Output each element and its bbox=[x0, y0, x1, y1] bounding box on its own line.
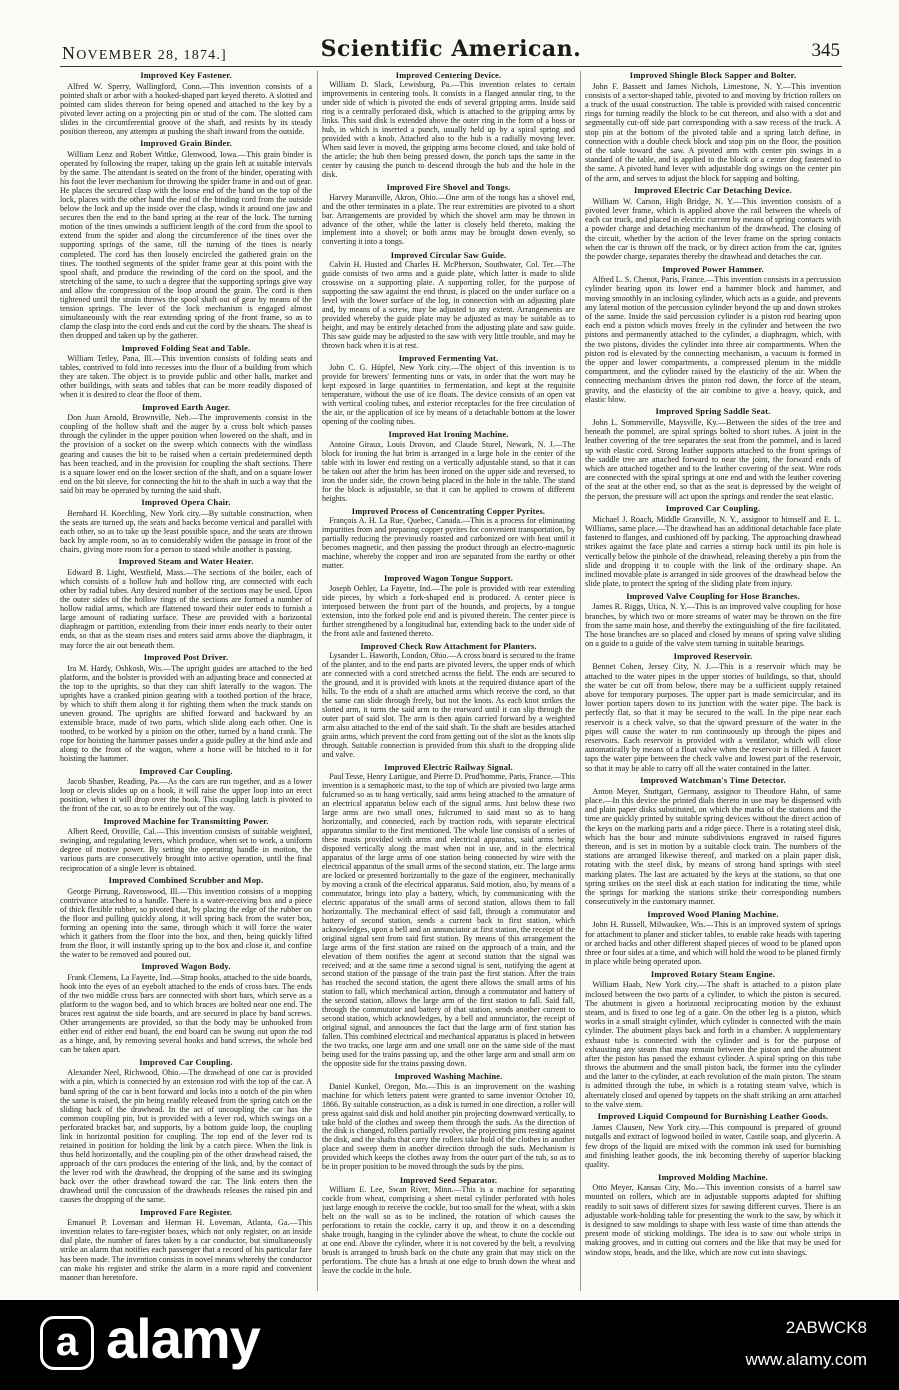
article-body: George Pirrung, Ravenswood, Ill.—This invention consists of a mopping contrivance attached to a handle. There is a water-receiving box and a piece of thick flexible rubber, so pivoted that, by placing the edge of the rubber on the floor and pulling quickly along, it will spring back from the water box, forming an opening into the same, through which it will force the water which it gathers from the floor into the box, and then, being quickly lifted from the floor, it will instantly spring up to the box and close it, and confine the water to be removed and poured out. bbox=[60, 886, 312, 959]
alamy-wordmark: alamy bbox=[106, 1307, 260, 1370]
article bbox=[585, 776, 841, 906]
article-body: William E. Lee, Swan River, Minn.—This is a machine for separating cockle from wheat, comprising a sheet metal cylinder perforated with holes just large enough to receive the cockle, but too small for the wheat, with a skin belt on the wall so as to be inclined, the rotation of which causes the perforations to retain the cockle, carry it up, and throw it on a descending shake trough, hanging in the cylinder above the wheat, to chute the cockle out at one end. Above the cylinder, where it is not covered by the belt, a revolving brush is arranged to brush back on the chute any grain that may stick on the perforations. The chute has a brush at one edge to brush down the wheat and leave the cockle in the hole. bbox=[322, 1185, 575, 1275]
article-body: Edward B. Light, Westfield, Mass.—The sections of the boiler, each of which consists of a hollow hub and hollow ring, are connected with each other by radial tubes. Any desired number of the sections may be used. Upon the outer sides of the hollow rings of the sections are formed a number of hollow radial arms, which are flattened toward their outer ends to furnish a large amount of radiating surface. These are provided with a horizontal diaphragm or partition, extending from their inner ends nearly to their outer ends, so that as the steam rises and enters said arms above the diaphragm, it may force the air out beneath them. bbox=[60, 568, 312, 650]
image-id: 2ABWCK8 bbox=[785, 1318, 867, 1337]
article-body: Alfred W. Sperry, Wallingford, Conn.—This invention consists of a pointed shaft or arbor with a hooked-shaped part keyed thereto. A slotted and pointed cam slides thereon for being opened and attached to the key by a pivoted lever acting on a projecting pin or stud of the cam. The slotted cam slides in the circumferential groove of the shaft, and resists by its steady position thereon, any attempts at pushing the shaft inward from the outside. bbox=[60, 81, 312, 136]
article-body: Anton Meyer, Stuttgart, Germany, assignor to Theodore Hahn, of same place.—In this device the printed dials thereto in use may be dispensed with and plain paper disks substituted, on which the marks of the stations and the time are quickly printed by suitable spring devices without the direct action of the keys on the marking parts and a ridge piece. There is a rotating steel disk, which has the hour and minute subdivisions engraved in raised figures thereon, and is set in motion by a suitable clock train. The numbers of the stations are arranged likewise thereof, and marked on a plain paper disk, rotating with the steel disk, by means of strong band springs with steel marking plates. The last are actuated by the keys at the stations, so that one spring strikes on the steel disk at each station for indicating the time, while the springs for marking the stations strike their corresponding numbers consecutively in the customary manner. bbox=[585, 786, 841, 907]
article bbox=[322, 1072, 575, 1172]
article-title: Improved Liquid Compound for Burnishing Leather Goods. bbox=[597, 1111, 829, 1122]
article-body: Jacob Shasber, Reading, Pa.—As the cars are run together, and as a lower loop or clevis slides up on a hook, it will raise the upper loop into an erect position, when it will drop over the hook. This coupling latch is pivoted to the front of the car, so as to be entirely out of the way. bbox=[60, 777, 312, 814]
article bbox=[585, 407, 841, 500]
article bbox=[60, 139, 312, 340]
article-title: Improved Reservoir. bbox=[673, 650, 753, 661]
article bbox=[322, 251, 575, 351]
article-title: Improved Car Coupling. bbox=[665, 503, 761, 514]
article-body: Emanuel P. Loveman and Herman H. Loveman, Atlanta, Ga.—This invention relates to fare-register boxes, which not only register, on an inside dial plate, the number of fares taken by a car conductor, but simultaneously strike an alarm that notifies each passenger that a record of his particular fare has been made. The invention consists in novel means whereby the conductor can make his register and strike the alarm in a more rapid and convenient manner than heretofore. bbox=[60, 1218, 312, 1282]
article bbox=[60, 1058, 312, 1204]
article-body: Antoine Giraux, Louis Drovon, and Claude Sturel, Newark, N. J.—The block for ironing the hat brim is arranged in a large hole in the center of the table with its lower end resting on a vertically adjustable stand, so that it can be taken out after the brim has been ironed on the upper side and reversed, to iron the under side, the crown being placed in the hole in the table. The stand for the block is adjustable, so that it can be applied to crowns of different heights. bbox=[322, 439, 575, 503]
article-body: Michael J. Roach, Middle Granville, N. Y., assignor to himself and E. L. Williams, same place.—The drawhead has an additional detachable face plate fastened to flanges, and cushioned off by packing. The approaching drawhead strikes against the face plate and carries a stirrup back until its pin hole is vertically below the pinhole of the drawhead, releasing thereby a pin from the slide and dropping it to couple with the link of the ordinary shape. An inclined movable plate is arranged in side grooves of the drawhead below the slide plate, to protect the spring of the sliding plate from injury. bbox=[585, 514, 841, 589]
article-title: Improved Seed Separator. bbox=[399, 1175, 498, 1185]
article-title: Improved Machine for Transmitting Power. bbox=[103, 815, 269, 826]
watermark-bar bbox=[0, 1300, 899, 1390]
article bbox=[322, 763, 575, 1069]
article bbox=[322, 183, 575, 247]
article-body: William Haab, New York city.—The shaft is attached to a piston plate inclosed between the two parts of a cylinder, to which the piston is secured. The abutment is given a horizontal reciprocating motion by the exhaust steam, and is fixed to one leg of a gate. On the other leg is a piston, which works in a small straight cylinder, which cylinder is connected with the main cylinder. The abutment plays back and forth in a chamber. A supplementary exhaust tube is connected with the cylinder and is for the purpose of exhausting any steam that may remain between the piston and the abutment after the piston has passed the exhaust cylinder. A spiral spring on this tube throws the abutment and the small piston back, the former into the cylinder and the latter to the cylinder, at each revolution of the main piston. The steam is admitted through the tube, in which is a rotating steam valve, which is alternately closed and opened by tappets on the shaft striking an arm attached to the valve stem. bbox=[585, 980, 841, 1109]
article-body: John H. Russell, Milwaukee, Wis.—This is an improved system of springs for attachment to planer and sticker tables, to enable rake heads with tapering or arched backs and other different shaped pieces of wood to be planed upon three or four sides at a time, and which will hold the wood to be planed firmly in place while being operated upon. bbox=[585, 920, 841, 967]
article bbox=[585, 1173, 841, 1257]
article-body: Don Juan Arnold, Brownville, Neb.—The improvements consist in the coupling of the hollow shaft and the auger by a cross bolt which passes through the cylinder in the upper position when lowered on the shaft, and in the provision of a socket on the sweep which connects with the windlass gearing and causes the bit to be raised when a certain predetermined depth has been reached, and in the provision for coupling the shaft sections. There is a square lower end on the lower section of the shaft, and on a square lower end on the bit sleeve, for connecting the bit to the shaft in such a way that the said bit may be operated by turning the said shaft. bbox=[60, 413, 312, 495]
article-title: Improved Valve Coupling for Hose Branches. bbox=[626, 590, 800, 601]
article-title: Improved Post Driver. bbox=[143, 651, 229, 662]
article bbox=[322, 642, 575, 760]
article bbox=[322, 354, 575, 427]
article-title: Improved Circular Saw Guide. bbox=[390, 250, 507, 260]
article-title: Improved Process of Concentrating Copper Pyrites. bbox=[351, 506, 546, 516]
column-3 bbox=[585, 71, 841, 1291]
article-body: Paul Tesse, Henry Lartigue, and Pierre D. Prud'homme, Paris, France.—This invention is a semaphoric mast, to the top of which are pivoted two large arms fulcrumed so as to hang vertically, said arms being attached to the armature of an electrical apparatus below each of the signal arms. Just below these two large arms are two small ones, fulcrumed to said mast so as to hang horizontally, and connected, each by traction rods, with separate electrical apparatus similar to the first mentioned. The whole line consists of a series of these masts provided with arms and electrical apparatus, said arms being disposed vertically along the mast when not in use, and in the electrical apparatus of the large arms of one station being connected by wire with the electrical apparatus of the small arms of the second station, etc. The large arms are locked or presented horizontally to the gaze of the engineer, mechanically by moving a crank of the electrical apparatus. Said motion, also, by means of a commutator, brings into play a battery, which, by communicating with the electric apparatus of the small arms of second station, allows them to fall horizontally. The mechanical effect of said fall, through a commutator and battery of second station, sends a current back to first station, which acknowledges, upon a bell and an annunciator at first station, the receipt of the original signal sent from said first station. By means of this arrangement the large arms of the first station are raised on the approach of a train, and the elevation of them notifies the agent at second station that the signal was received; and at the same time a second signal is sent, notifying the agent at second station of the passage of the train past the first station. After the train has reached the second station, the agent there allows the small arms of his station to fall, which mechanical action, through a commutator and battery of the second station, allows the large arm of the first station to fall. Said fall, through the commutator and battery of that station, sends another current to second station, which acknowledges, by a bell and annunciator, the receipt of original signal, and announces the fact that the large arm of first station has fallen. This combined electrical and mechanical apparatus is placed in between the two tracks, one large arm and one small one on the same side of the mast being used for the trains passing up, and the other large arm and small arm on the opposite side for the trains passing down. bbox=[322, 772, 575, 1068]
article-title: Improved Check Row Attachment for Planters. bbox=[360, 641, 537, 651]
article-title: Improved Car Coupling. bbox=[139, 1056, 233, 1067]
article-body: Daniel Kunkel, Oregon, Mo.—This is an improvement on the washing machine for which letters patent were granted to same inventor October 10, 1866. By suitable construction, as a disk is turned in one direction, a roller will press against said disk and hold another pin projecting downward vertically, to take hold of the clothes and sweep them through the suds. As the direction of the disk is changed, rollers partially revolve, the projecting pins resting against the disk, and the shafts that carry the rollers take hold of the clothes in another place and sweep them in another direction through the suds. Mechanism is provided which keeps the clothes away from the outer part of the tub, so as to be in proper position to be moved through the suds by the pins. bbox=[322, 1081, 575, 1172]
article bbox=[60, 344, 312, 400]
article-title: Improved Electric Railway Signal. bbox=[384, 763, 513, 773]
article-title: Improved Hat Ironing Machine. bbox=[388, 430, 509, 440]
article-body: James Clausen, New York city.—This compound is prepared of ground nutgalls and extract of logwood boiled in water, Castile soap, and glycerin. A few drops of the liquid are mixed with the common ink used for burnishing and finishing leather goods, the ink becoming thereby of superior blacking quality. bbox=[585, 1123, 841, 1169]
article bbox=[60, 498, 312, 554]
column-2 bbox=[322, 71, 575, 1291]
article-body: Frank Clemens, La Fayette, Ind.—Strap hooks, attached to the side boards, hook into the eyes of an eyebolt attached to the ends of cross bars. The ends of the two middle cross bars are connected with short bars, which serve as a platform to the wagon bed, and to which braces are bolted near one end. The braces rest against the side boards, and are secured in place by band screws. Other arrangements are provided, so that the body may be unhooked from either end of either end board, the end board can be swung out upon the rod as a hinge, and, by removing several hooks and band screws, the whole bed can be taken apart. bbox=[60, 972, 312, 1055]
article-title: Improved Folding Seat and Table. bbox=[121, 342, 251, 353]
article-body: Harvey Maranville, Akron, Ohio.—One arm of the tongs has a shovel end, and the other terminates in a plate. The rear extremities are pivoted to a short bar. Arrangements are provided by which the shovel arm may be thrown in advance of the other, while the latter is closely held thereto, making the implement into a shovel; or both arms may be brought down evenly, so converting it into a tongs. bbox=[322, 192, 575, 247]
article-body: William W. Carson, High Bridge, N. Y.—This invention consists of a pivoted lever frame, which is applied above the rail between the wheels of each car truck, and placed in electric current by means of spring contacts with a powder charge and detaching mechanism of the drawhead. The closing of the circuit, whether by the action of the lever frame on the spring contacts when the car is thrown off the track, or by direct action from the car, ignites the powder charge, separates thereby the drawhead and detaches the car. bbox=[585, 196, 841, 261]
article-title: Improved Opera Chair. bbox=[141, 497, 231, 508]
article-title: Improved Key Fastener. bbox=[140, 71, 232, 80]
article-title: Improved Fermenting Vat. bbox=[398, 354, 499, 364]
article bbox=[585, 265, 841, 404]
article bbox=[60, 962, 312, 1054]
article bbox=[585, 504, 841, 588]
article-body: Albert Reed, Oroville, Cal.—This invention consists of suitable weighted, swinging, and regulating levers, which produce, when set to work, a uniform degree of motive power. By setting the operating handle in motion, the various parts are consecutively brought into active operation, until the final reciprocation of a single lever is obtained. bbox=[60, 827, 312, 873]
page-header bbox=[60, 34, 842, 64]
article bbox=[585, 186, 841, 261]
article bbox=[60, 71, 312, 136]
article-title: Improved Steam and Water Heater. bbox=[118, 556, 254, 567]
masthead: Scientific American. bbox=[320, 36, 582, 62]
article-title: Improved Wagon Tongue Support. bbox=[383, 574, 513, 584]
article bbox=[585, 1112, 841, 1169]
article-body: Alfred L. S. Chenot, Paris, France.—This invention consists in a percussion cylinder bearing upon its lower end a hammer block and hammer, and moving smoothly in an inclosing cylinder, which acts as a guide, and prevents any lateral motion of the percussion cylinder beyond the up and down strokes of the same. Inside the said percussion cylinder is a piston rod bearing upon each end a piston which moves freely in the cylinder and between the two pistons and permanently attached to the cylinder, a diaphragm, which, with the two pistons, divides the cylinder into three air compartments. When the piston rod is elevated by the connecting mechanism, a vacuum is formed in the upper and lower compartments, a compressed plenum in the middle compartment, and the cylinder raised by the elasticity of the air. When the connecting mechanism drives the piston rod down, the force of the steam, gravity, and the elasticity of the air combine to give a heavy, quick, and elastic blow. bbox=[585, 275, 841, 404]
article-body: Calvin H. Husted and Charles H. McPherson, Southwater, Col. Ter.—The guide consists of two arms and a guide plate, which latter is made to slide crosswise on a supporting plate. A supporting roller, for the purpose of supporting the saw against the end thrust, is placed on the under surface on a level with the lower surface of the log, in connection with an adjusting plate and, by means of a screw, may be adjusted to any extent. Arrangements are provided whereby the guide plate may be adjusted as may be suitable as to height, and may be entirely detached from the adjusting plate and saw guide. This saw guide may be adjusted to the saw with very little trouble, and may be thrown back when it is at rest. bbox=[322, 260, 575, 350]
article-body: Lysander L. Haworth, London, Ohio.—A cross board is secured to the frame of the planter, and to the end parts are pivoted levers, the upper ends of which are connected with a cord stretched across the field. The ends are secured to the ground, and it is provided with knots at the required distance apart of the hills. To the ends of a shaft are attached arms which receive the cord, so that the same can slide through freely, but not the knots. As each knot strikes the slotted arm, it turns the said arm to the rearward until it can slip through the outer part of said slot. The arm is then again carried forward by a weighted arm also attached to the end of the said shaft. To the shaft are besides attached grain arms, which prevent the cord from getting out of the slot as the knots slip through. Suitable connection is provided from this shaft to the dropping slide and valve. bbox=[322, 651, 575, 759]
article-title: Improved Molding Machine. bbox=[658, 1171, 768, 1182]
article bbox=[60, 403, 312, 495]
article-title: Improved Washing Machine. bbox=[394, 1072, 503, 1082]
article-body: Ira M. Hardy, Oshkosh, Wis.—The upright guides are attached to the bed platform, and the bolster is provided with an adjusting brace and connected at the top to the uprights, so that they can shift laterally to the wagon. The uprights have a cranked pinion gearing with a toothed portion of the brace, by which to shift them along it for righting them when the truck stands on uneven ground. The uprights are shifted forward and backward by an extensible brace, made of two parts, which slide along each other. One is toothed, to be worked by a pinion on the other, turned by a hand crank. The rope for hoisting the hammer passes under a guide pulley at the hind axle and along to the front of the wagon, where a horse will be hitched to it for hoisting the hammer. bbox=[60, 663, 312, 764]
article-title: Improved Centering Device. bbox=[395, 71, 502, 80]
article-title: Improved Car Coupling. bbox=[139, 765, 233, 776]
page-number: 345 bbox=[811, 40, 840, 61]
article bbox=[322, 71, 575, 180]
article-title: Improved Wood Planing Machine. bbox=[647, 908, 779, 919]
article bbox=[60, 876, 312, 959]
article-title: Improved Watchman's Time Detector. bbox=[640, 775, 786, 786]
article-title: Improved Shingle Block Sapper and Bolter. bbox=[629, 71, 797, 80]
article-title: Improved Electric Car Detaching Device. bbox=[634, 185, 792, 196]
article-body: Bernhard H. Koechling, New York city.—By suitable construction, when the seats are turned up, the seats and backs become vertical and parallel with each other, so as to take up the least possible space, and the seats are thrown back by ample room, so as to considerably widen the passage in front of the chairs, giving more room for a person to stand while another is passing. bbox=[60, 508, 312, 555]
article bbox=[60, 1208, 312, 1282]
article bbox=[585, 910, 841, 967]
article bbox=[585, 652, 841, 773]
article-body: John F. Bassett and James Nichols, Limestone, N. Y.—This invention consists of a sector-shaped table, pivoted to and moving by friction rollers on a truck of the usual construction. The table is provided with raised concentric rings for turning readily the block to be cut thereon, and also with a slot and segmentally cut-off side part corresponding with a saw recess of the truck. A stop pin at the bottom of the pivoted table and a spring latch define, in connection with a double check block and stop pin on the floor, the position of the table toward the saw. A pivoted arm with center pin swings in a standard of the table, and is applied to the block or a center dog fastened to the same. A pivoted hand lever with adjustable dog swings on the center pin of the arm, and serves to adjust the block for sapping and bolting. bbox=[585, 81, 841, 183]
issue-date: NOVEMBER 28, 1874.] bbox=[62, 43, 227, 63]
column-rule bbox=[317, 71, 318, 1291]
article-title: Improved Fire Shovel and Tongs. bbox=[386, 183, 511, 193]
article bbox=[585, 970, 841, 1109]
article-body: Alexander Neel, Richwood, Ohio.—The drawhead of one car is provided with a pin, which is connected by an extension rod with the top of the car. A band spring of the car is bent forward and locks into a notch of the pin when the same is raised, the pin being readily released from the spring catch on the sliding back of the drawhead. In the act of uncoupling the car has the common coupling pin, but is provided with a lever rod, which swings on a perforated bracket bar, and supports, by a bottom guide loop, the coupling link in horizontal position for coupling. The top end of the lever rod is retained in position for holding the link by a catch piece. When the link is thus held horizontally, and the coupling pin of the other drawhead raised, the approach of the cars produces the entering of the link, and, by the contact of the lever rod with the drawhead, the dropping of the same and its swinging back over the other drawhead toward the car. The link enters then the drawhead until the concussion of the drawheads releases the raised pin and causes the dropping of the same. bbox=[60, 1068, 312, 1205]
article bbox=[322, 574, 575, 638]
article-body: Joseph Oehler, La Fayette, Ind.—The pole is provided with rear extending side pieces, by which a fork-shaped end is produced. A center piece is interposed between the front part of the hounds, and projects, by a tongue extension, into the forked pole end and is pivoted therein. The center piece is further strengthened by a longitudinal bar, extending back to the under side of the front axle and fastened thereto. bbox=[322, 583, 575, 638]
article-title: Improved Wagon Body. bbox=[141, 961, 231, 972]
article-body: John L. Sommerville, Maysville, Ky.—Between the sides of the tree and beneath the pommel, are spiral springs bolted to short tubes. A joint in the leather covering of the tree separates the seat from the pommel, and is laced up with elastic cord. Strong leather supports attached to the front springs of the saddle tree are attached forward to near the joint, the forward ends of which are attached together and to the leather covering of the seat. Wire rods are connected with the spiral springs at one end and with the leather covering of the seat at the other end, so that as the seat is depressed by the weight of the person, the pressure will act upon the springs and render the seat elastic. bbox=[585, 418, 841, 501]
watermark-url: www.alamy.com bbox=[745, 1350, 867, 1369]
article-body: William Tetley, Pana, Ill.—This invention consists of folding seats and tables, contrived to fold into recesses into the floor of a building from which they are taken. The object is to provide public and other halls, market and other buildings, with seats and tables that can be more readily disposed of when it is desired to clear the floor of them. bbox=[60, 354, 312, 400]
article-body: William Lenz and Robert Wittke, Glenwood, Iowa.—This grain binder is operated by following the reaper, taking up the grain left at suitable intervals by the same. The attendant is seated on the front of the binder, operating with his foot the lever mechanism for throwing the spider frame in and out of gear. He places the secured clasp with the loose end of the band on the top of the lock, places with the other hand the end of the binding cord from the outside below the lock and up the inside over the clasp, winds it around one jaw and secures then the end to the band spring at the rear of the lock. The turning motion of the tines unwinds a sufficient length of the cord from the spool to extend from the spider and along the circumference of the tines over the supporting springs of the same, till the turning of the tines is nearly completed. The cord has then loosely encircled the gathered grain on the tines. The toothed segments of the spider frame gear at this point with the spool shaft, and produce the rewinding of the cord on the spool, and the stretching of the same, to such a degree that the supporting springs give way and allow the compression of the loop around the grain. The cord is then tightened until the strain throws the spool shaft out of gear by means of the tension springs. The lever of the lock mechanism is engaged almost simultaneously with the rear extending spring of the front frame, so as to clamp the clasp into the cord ends and cut the cord by the shears. The sheaf is then dropped and taken up by the gatherer. bbox=[60, 149, 312, 341]
article-title: Improved Grain Binder. bbox=[140, 138, 232, 149]
article bbox=[322, 1176, 575, 1276]
column-1 bbox=[60, 71, 312, 1291]
article-body: James R. Riggs, Utica, N. Y.—This is an improved valve coupling for hose branches, by which two or more streams of water may be thrown on the fire from the same main hose, and thereby the extinguishing of the fire facilitated. The hose branches are so placed and closed by means of spring valve sliding on a guide to a guide of the valve stem turning in suitable bearings. bbox=[585, 602, 841, 649]
article-title: Improved Fare Register. bbox=[139, 1206, 233, 1217]
article-title: Improved Combined Scrubber and Mop. bbox=[108, 874, 264, 885]
article bbox=[60, 817, 312, 873]
article bbox=[322, 507, 575, 571]
article-title: Improved Rotary Steam Engine. bbox=[650, 968, 776, 979]
article-title: Improved Earth Auger. bbox=[141, 401, 231, 412]
article bbox=[60, 767, 312, 814]
article-title: Improved Power Hammer. bbox=[662, 263, 764, 274]
article-body: Otto Meyer, Kansas City, Mo.—This invention consists of a barrel saw mounted on rollers, which are in adjustable supports adapted for shifting readily to suit saws of different sizes for sawing different curves. There is an adjustable work-holding table for presenting the work to the saw, by which it is designed to saw moldings to shape with less waste of time than attends the present mode of sticking moldings. The idea is to saw out whole strips in making grooves, and in cutting out corners and the like that may be used for window stops, beads, and the like, which are now cut into shavings. bbox=[585, 1183, 841, 1257]
article-body: Bennet Cohen, Jersey City, N. J.—This is a reservoir which may be attached to the water pipes in the upper stories of buildings, so that, should the water be cut off from below, there may be a sufficient supply retained above for temporary purposes. The upper part is made semicircular, and its lower portion tapers down to its junction with the water pipe. The back is perfectly flat, so that it may be secured to the wall. In the pipe near each reservoir is a check valve, so that the upward pressure of the water in the pipes will cause the water to run continuously up through the pipes and reservoirs. Each reservoir is provided with a ventilator, which will close automatically by means of a float valve when the reservoir is filled. A faucet taps the water pipe between the check valve and lowest part of the reservoir, so that it may be able to carry off all the water contained in the latter. bbox=[585, 662, 841, 773]
article bbox=[60, 557, 312, 649]
article-body: William D. Slack, Lewisburg, Pa.—This invention relates to certain improvements in centering tools. It consists in a flanged annular ring, to the under side of which is pivoted the ends of several gripping arms. Inside said ring is a centrally perforated disk, which is attached to the gripping arms by links. This said disk is extended above the outer ring in the form of a boss or hub, in which is inserted a punch, usually held up by a spiral spring and provided with a knob. Attached also to the hub is a radially moving lever. When said lever is moved, the gripping arms become closed, and take hold of the article; the hub then being pressed down, the punch taps the same in the center by causing the punch to descend through the hub and the hole in the disk. bbox=[322, 80, 575, 179]
column-rule bbox=[580, 71, 581, 1291]
article bbox=[585, 71, 841, 183]
article bbox=[60, 653, 312, 763]
header-rule bbox=[60, 66, 842, 67]
article-body: François A. H. La Rue, Quebec, Canada.—This is a process for eliminating impurities from and preparing copper pyrites for convenient transportation, by partially reducing the previously roasted and carbonized ore with heat until it becomes magnetic, and then passing the product through an electro-magnetic machine, whereby the copper and iron are separated from the earthy or other matter. bbox=[322, 516, 575, 571]
alamy-logo-icon: a bbox=[40, 1316, 94, 1370]
article-title: Improved Spring Saddle Seat. bbox=[655, 406, 771, 417]
article bbox=[322, 430, 575, 503]
article-body: John C. G. Hüpfel, New York city.—The object of this invention is to provide for brewers' fermenting tuns or vats, in order that the wort may be kept exposed in large quantities to fermentation, and kept at the requisite temperature, without the use of ice floats. The device consists of an open vat with vertical cooling tubes, and exterior receptacles for the free circulation of the air, or the application of ice by means of a detachable bottom at the lower opening of the cooling tubes. bbox=[322, 363, 575, 427]
article bbox=[585, 592, 841, 649]
